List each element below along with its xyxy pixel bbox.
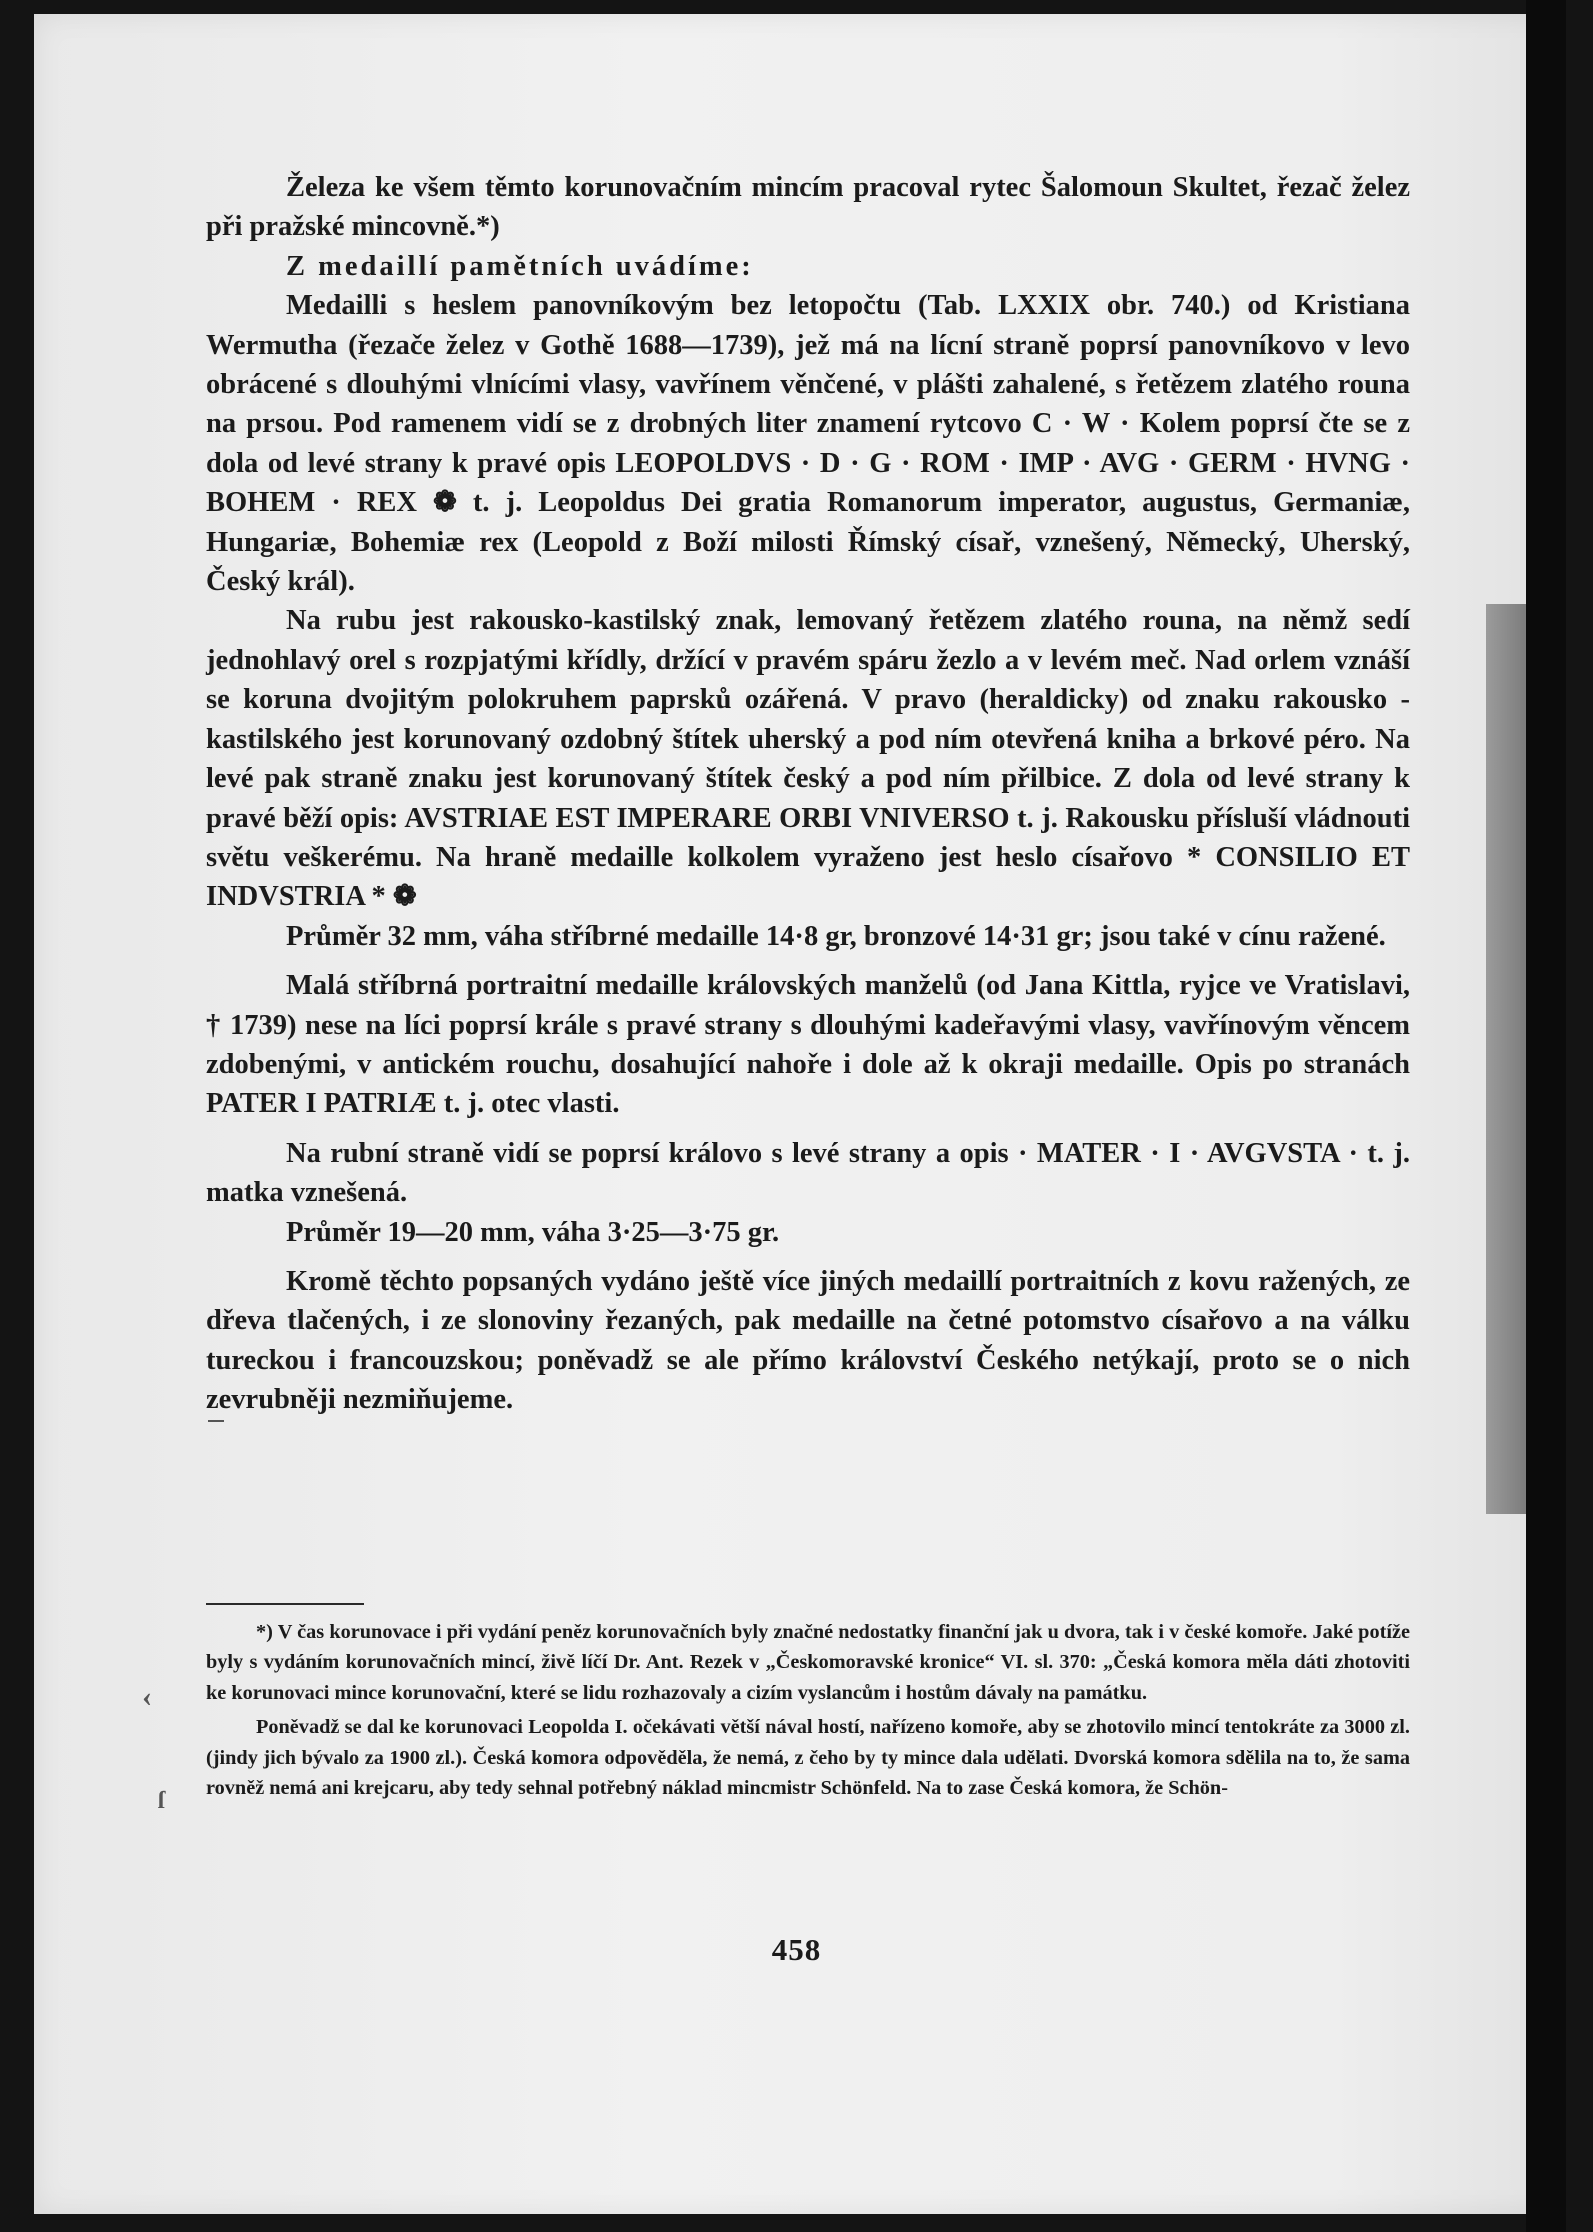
main-text — [206, 168, 1410, 1420]
footnote-2: Poněvadž se dal ke korunovaci Leopolda I. očekávati větší nával hostí, nařízeno komoře, aby se zhotovilo mincí tentokráte za 3000 zl. (jindy jich bývalo za 1900 zl.). Česká komora odpověděla, že nemá, z čeho by ty mince dala udělati. Dvorská komora sdělila na to, že sama rovněž nemá ani krejcaru, aby tedy sehnal potřebný náklad mincmistr Schönfeld. Na to zase Česká komora, že Schön- — [206, 1716, 1410, 1800]
paragraph-reverse: Na rubu jest rakousko-kastilský znak, lemovaný řetězem zlatého rouna, na němž sedí jednohlavý orel s rozpjatými křídly, držící v pravém spáru žezlo a v levém meč. Nad orlem vznáší se koruna dvojitým polokruhem paprsků ozářená. V pravo (heraldicky) od znaku rakousko - kastilského jest korunovaný ozdobný štítek uherský a pod ním otevřená kniha a brkové péro. Na levé pak straně znaku jest korunovaný štítek český a pod ním přilbice. Z dola od levé strany k pravé běží opis: AVSTRIAE EST IMPERARE ORBI VNIVERSO t. j. Rakousku přísluší vládnouti světu veškerému. Na hraně medaille kolkolem vyraženo jest heslo císařovo * CONSILIO ET INDVSTRIA * ❁ — [206, 605, 1410, 913]
scan-edge — [1526, 0, 1566, 2232]
margin-pencil-mark: ſ — [158, 1788, 165, 1814]
footnote-1: *) V čas korunovace i při vydání peněz korunovačních byly značné nedostatky finanční jak u dvora, tak i v české komoře. Jaké potíže byly s vydáním korunovačních mincí, živě líčí Dr. Ant. Rezek v „Českomoravské kronice“ VI. sl. 370: „Česká komora měla dáti zhotoviti ke korunovaci mince korunovační, které se lidu rozhazovaly a cizím vyslancům i hostům dávaly na památku. — [206, 1621, 1410, 1704]
paragraph-diameter-1: Průměr 32 mm, váha stříbrné medaille 14·8 gr, bronzové 14·31 gr; jsou také v cínu ražené. — [286, 920, 1386, 952]
paragraph-medals-intro: Z medaillí pamětních uvádíme: — [286, 250, 754, 282]
page-number: 458 — [771, 1932, 822, 1967]
paragraph-small-medal: Malá stříbrná portraitní medaille královských manželů (od Jana Kittla, ryjce ve Vratislavi, † 1739) nese na líci poprsí krále s pravé strany s dlouhými kadeřavými vlasy, vavřínovým věncem zdobenými, v antickém rouchu, dosahující nahoře i dole až k okraji medaille. Opis po stranách PATER I PATRIÆ t. j. otec vlasti. — [206, 970, 1410, 1120]
paragraph-engraver: Železa ke všem těmto korunovačním mincím pracoval rytec Šalomoun Skultet, řezač želez při pražské mincovně.*) — [206, 172, 1410, 243]
margin-pencil-mark: ‹ — [142, 1680, 152, 1713]
paragraph-wermuth-medal: Medailli s heslem panovníkovým bez letopočtu (Tab. LXXIX obr. 740.) od Kristiana Wermutha (řezače želez v Gothě 1688—1739), jež má na lícní straně poprsí panovníkovo v levo obrácené s dlouhými vlnícími vlasy, vavřínem věnčené, v plášti zahalené, s řetězem zlatého rouna na prsou. Pod ramenem vidí se z drobných liter znamení rytcovo C · W · Kolem poprsí čte se z dola od levé strany k pravé opis LEOPOLDVS · D · G · ROM · IMP · AVG · GERM · HVNG · BOHEM · REX ❁ t. j. Leopoldus Dei gratia Romanorum imperator, augustus, Germaniæ, Hungariæ, Bohemiæ rex (Leopold z Boží milosti Římský císař, vznešený, Německý, Uherský, Český král). — [206, 290, 1410, 598]
footnotes — [206, 1617, 1410, 1803]
paragraph-other-medals: Kromě těchto popsaných vydáno ještě více jiných medaillí portraitních z kovu ražených, ze dřeva tlačených, i ze slonoviny řezaných, pak medaille na četné potomstvo císařovo a na válku tureckou i francouzskou; poněvadž se ale přímo království Českého netýkají, proto se o nich zevrubněji nezmiňujeme. — [206, 1265, 1410, 1416]
paragraph-small-reverse: Na rubní straně vidí se poprsí královo s levé strany a opis · MATER · I · AVGVSTA · t. j. matka vznešená. — [206, 1137, 1410, 1209]
margin-dash — [208, 1420, 224, 1422]
paragraph-diameter-2: Průměr 19—20 mm, váha 3·25—3·75 gr. — [286, 1216, 780, 1248]
footnote-rule — [206, 1603, 364, 1605]
